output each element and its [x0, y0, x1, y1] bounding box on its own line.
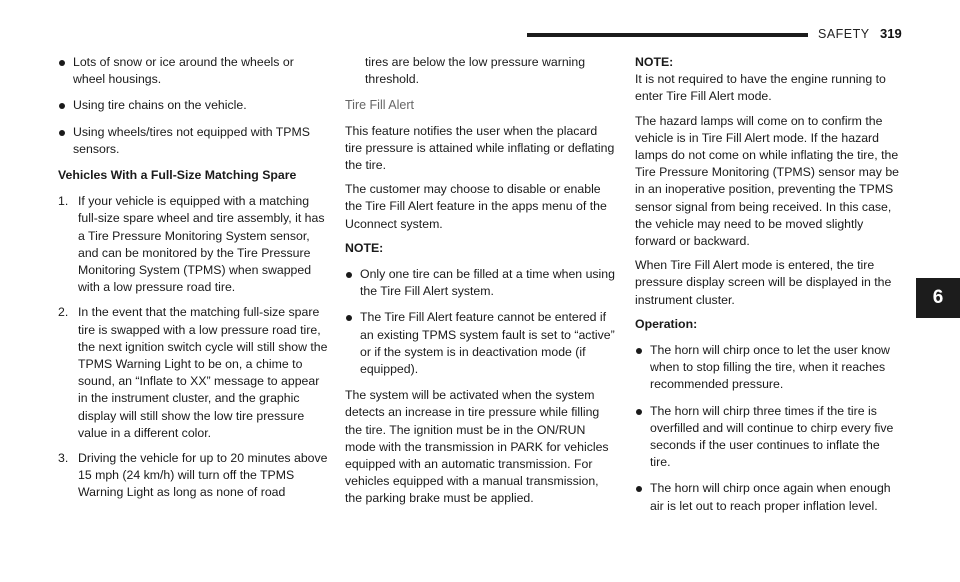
bullet-text: Lots of snow or ice around the wheels or wheel housings. — [73, 55, 294, 87]
page-number: 319 — [880, 26, 902, 41]
bullet-text: The Tire Fill Alert feature cannot be entered if an existing TPMS system fault is set to “active” or if the system is in deactivation mode (if equipped). — [360, 310, 615, 377]
bullet-item — [58, 54, 328, 88]
bullet-icon — [636, 348, 642, 354]
header-rule — [527, 33, 808, 37]
item-text: Driving the vehicle for up to 20 minutes above 15 mph (24 km/h) will turn off the TPMS Warning Light as long as none of road — [78, 451, 328, 500]
bullet-text: The horn will chirp once to let the user know when to stop filling the tire, when it reaches recommended pressure. — [650, 343, 890, 392]
numbered-item — [58, 450, 328, 502]
note-label: NOTE: — [345, 240, 384, 255]
bullet-item — [635, 480, 903, 514]
item-number: 2. — [58, 305, 69, 320]
paragraph: This feature notifies the user when the placard tire pressure is attained while inflating or deflating the tire. — [345, 123, 615, 173]
column-middle — [345, 54, 617, 515]
item-number: 1. — [58, 194, 69, 209]
subheading: Tire Fill Alert — [345, 98, 414, 113]
header-section-title: SAFETY — [818, 27, 870, 41]
column-left — [58, 54, 328, 510]
bullet-item — [635, 342, 903, 394]
bullet-text: Only one tire can be filled at a time when using the Tire Fill Alert system. — [360, 267, 615, 299]
item-number: 3. — [58, 451, 69, 466]
numbered-item — [58, 304, 328, 442]
bullet-item — [635, 403, 903, 472]
bullet-icon — [636, 486, 642, 492]
numbered-item — [58, 193, 328, 296]
paragraph: The system will be activated when the system detects an increase in tire pressure while filling the tire. The ignition must be in the ON/RUN mode with the transmission in PARK for vehicles equipped with an automatic transmission. For vehicles equipped with a manual transmission, the parking brake must be applied. — [345, 388, 609, 506]
section-heading: Vehicles With a Full-Size Matching Spare — [58, 168, 297, 183]
bullet-icon — [346, 272, 352, 278]
bullet-icon — [636, 409, 642, 415]
item-text: If your vehicle is equipped with a matching full-size spare wheel and tire assembly, it has a Tire Pressure Monitoring System sensor, and can be monitored by the Tire Pressure Monitoring System (TPMS) when swapped with a low pressure road tire. — [78, 194, 325, 295]
bullet-item — [58, 97, 328, 114]
bullet-icon — [59, 103, 65, 109]
bullet-item — [345, 309, 617, 378]
bullet-item — [345, 266, 617, 300]
bullet-item — [58, 124, 328, 158]
column-right — [635, 54, 903, 524]
bullet-icon — [346, 315, 352, 321]
item-text: In the event that the matching full-size spare tire is swapped with a low pressure road tire, the next ignition switch cycle will still show the TPMS Warning Light to be on, a chime to sound, an “Inflate to XX” message to appear in the instrument cluster, and the graphic display will still show the low tire pressure value in a different color. — [78, 305, 328, 440]
bullet-text: The horn will chirp three times if the tire is overfilled and will continue to chirp every five seconds if the user continues to inflate the tire. — [650, 403, 894, 470]
note-label: NOTE: — [635, 55, 674, 69]
bullet-text: Using tire chains on the vehicle. — [73, 98, 247, 113]
continuation-text: tires are below the low pressure warning threshold. — [365, 55, 586, 87]
paragraph: The customer may choose to disable or enable the Tire Fill Alert feature in the apps menu of the Uconnect system. — [345, 182, 607, 231]
note-text: It is not required to have the engine running to enter Tire Fill Alert mode. — [635, 72, 886, 104]
operation-label: Operation: — [635, 316, 698, 331]
bullet-text: The horn will chirp once again when enough air is let out to reach proper inflation level. — [650, 481, 891, 513]
paragraph: When Tire Fill Alert mode is entered, the tire pressure display screen will be displayed in the instrument cluster. — [635, 258, 892, 307]
bullet-icon — [59, 130, 65, 136]
chapter-tab: 6 — [916, 278, 960, 318]
bullet-icon — [59, 60, 65, 66]
paragraph: The hazard lamps will come on to confirm the vehicle is in Tire Fill Alert mode. If the hazard lamps do not come on while inflating the tire, the Tire Pressure Monitoring (TPMS) sensor may be in an inoperative position, preventing the TPMS sensor signal from being received. In this case, the vehicle may need to be moved slightly forward or backward. — [635, 113, 900, 249]
bullet-text: Using wheels/tires not equipped with TPMS sensors. — [73, 124, 310, 156]
